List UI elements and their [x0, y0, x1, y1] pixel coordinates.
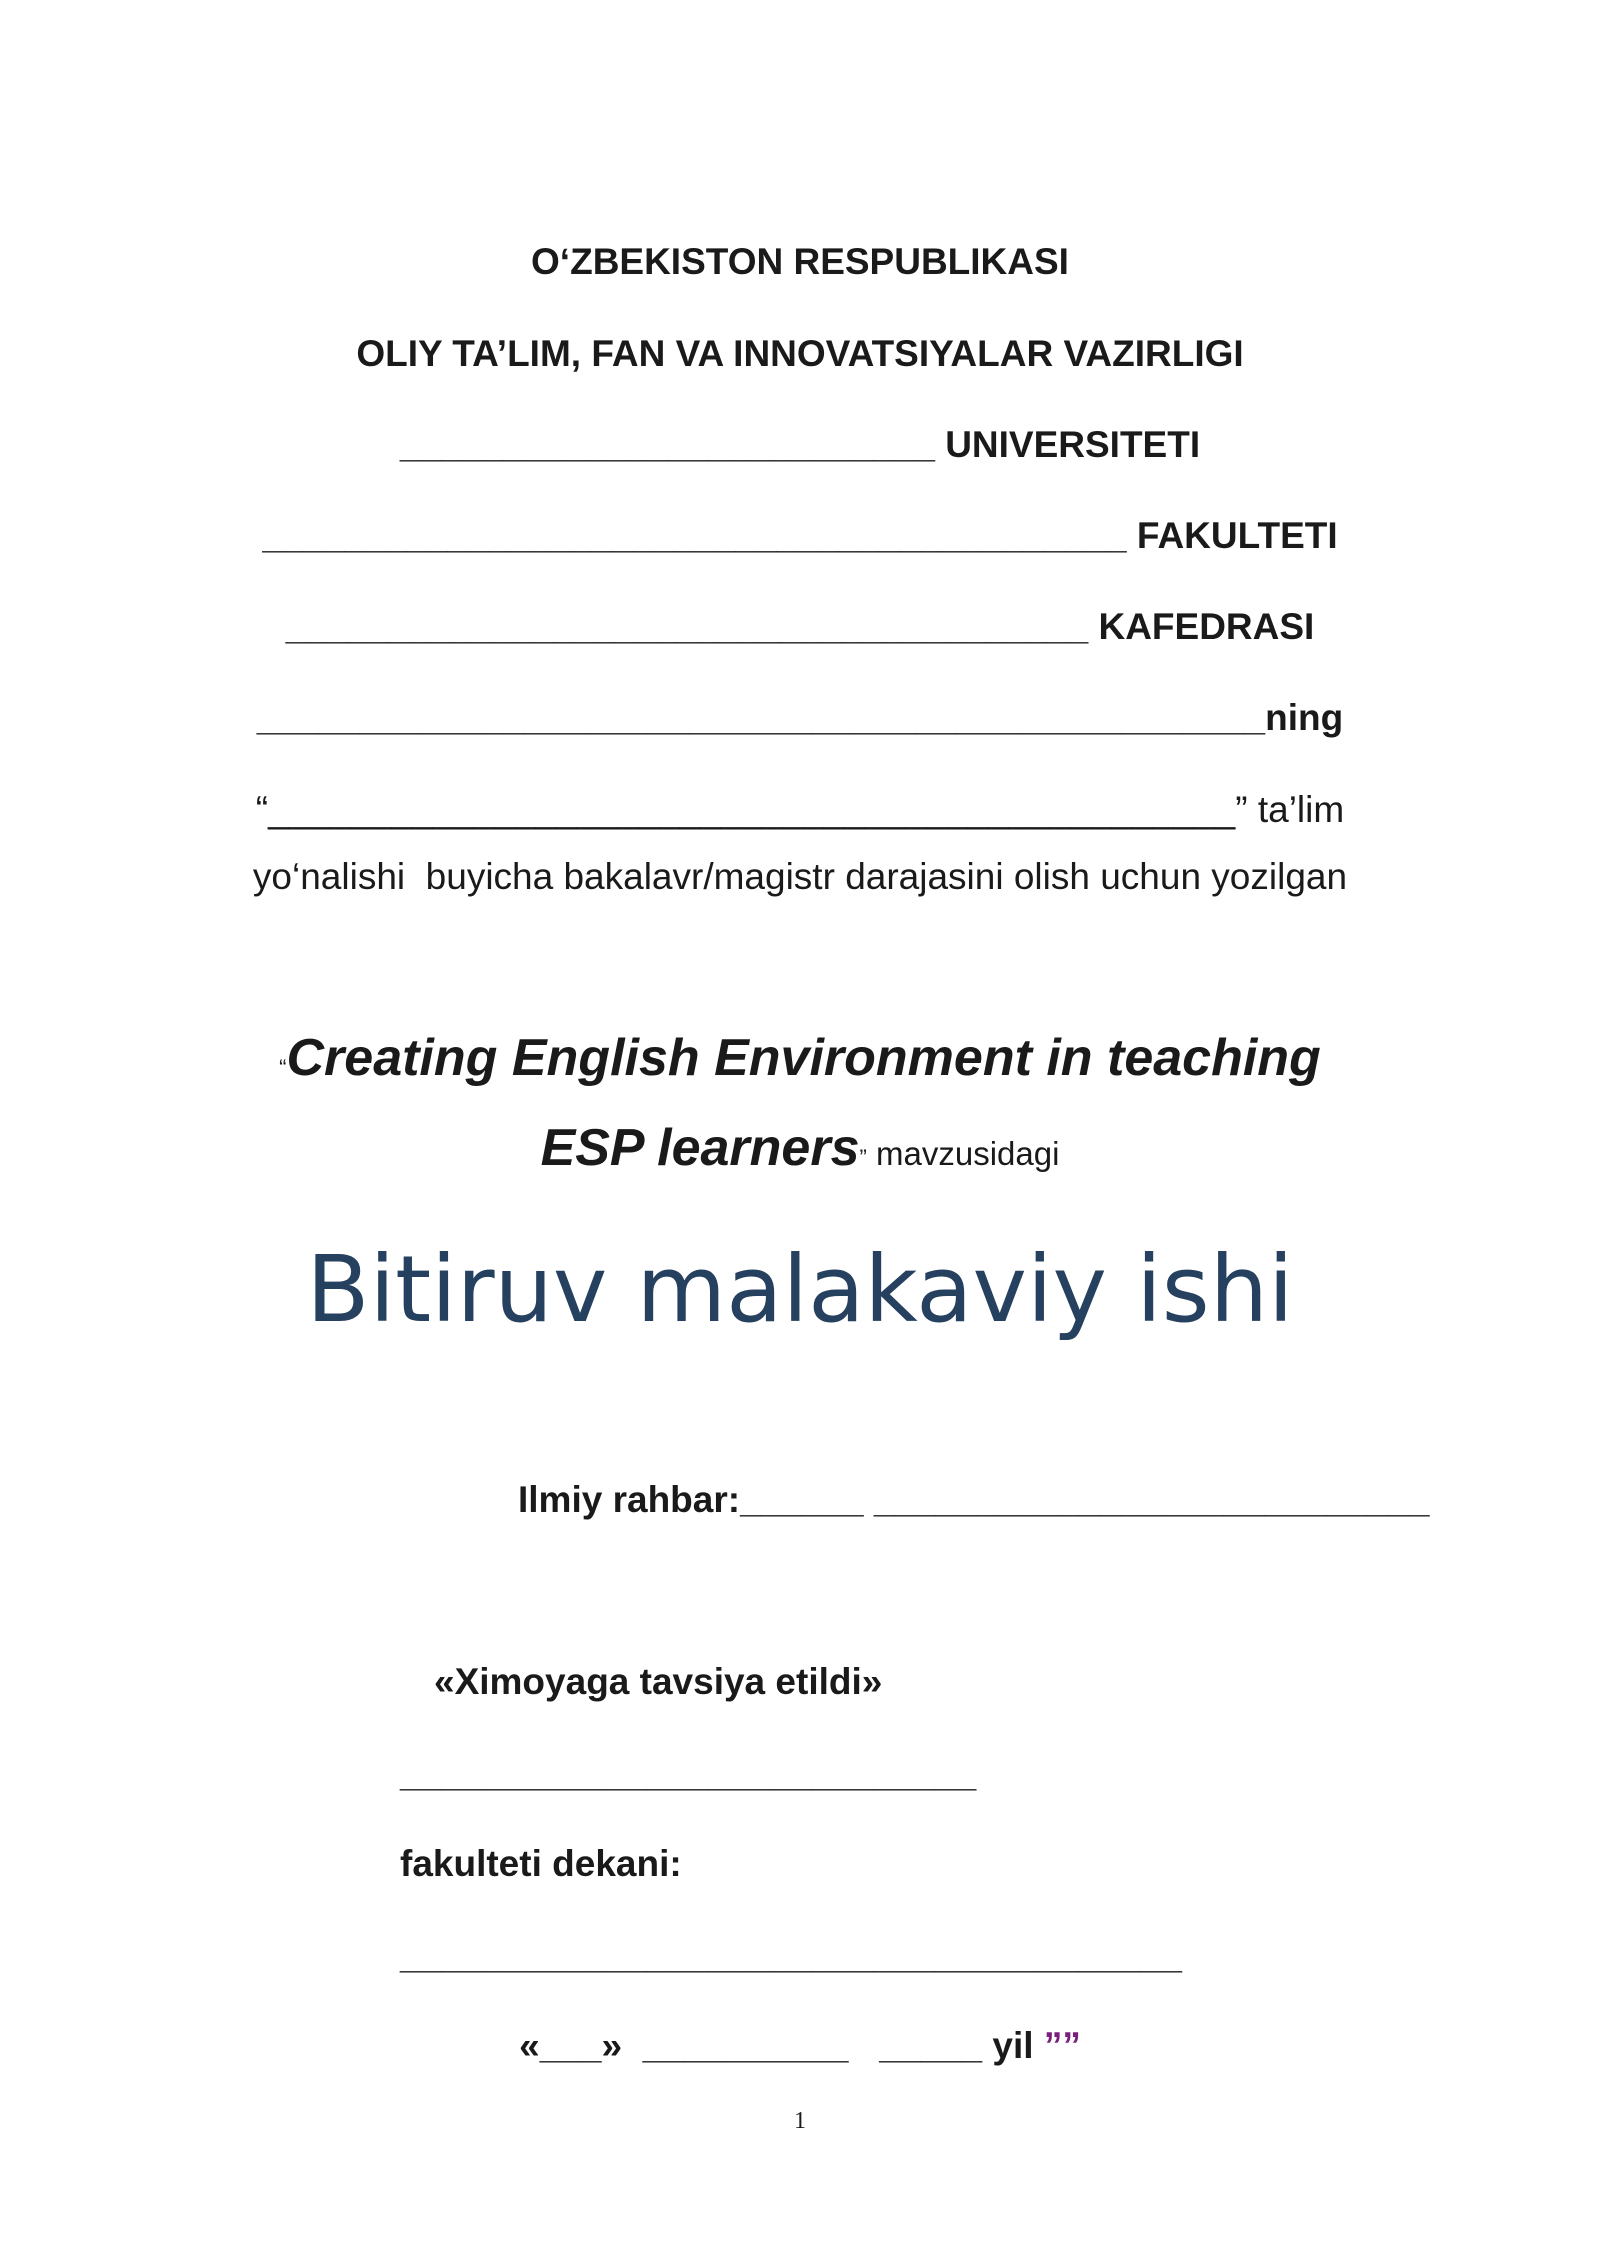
recommended-label: «Ximoyaga tavsiya etildi»: [434, 1661, 883, 1702]
supervisor-label: Ilmiy rahbar:______: [518, 1479, 864, 1520]
direction-line-2: yo‘nalishi buyicha bakalavr/magistr darajasini olish uchun yozilgan: [252, 856, 1348, 897]
recommended-blank: ____________________________: [400, 1753, 977, 1794]
topic-title: Creating English Environment in teaching ESP learners: [286, 1029, 1321, 1177]
dean-label: fakulteti dekani:: [400, 1843, 682, 1884]
topic-open-quote: “: [279, 1055, 287, 1080]
faculty-line: __________________________________________ FAKULTETI: [262, 515, 1338, 556]
work-title: Bitiruv malakaviy ishi: [306, 1236, 1294, 1343]
date-quotes: ””: [1043, 2025, 1081, 2066]
supervisor-line: [518, 1476, 1429, 1524]
direction-line-1: “_______________________________________________” ta’lim: [255, 789, 1345, 830]
ministry-heading: OLIY TA’LIM, FAN VA INNOVATSIYALAR VAZIRLIGI: [356, 333, 1244, 374]
thesis-topic: [250, 1018, 1350, 1198]
dean-blank: ______________________________________: [400, 1935, 1182, 1976]
date-text: «___» __________ _____ yil: [519, 2025, 1044, 2066]
country-heading: O‘ZBEKISTON RESPUBLIKASI: [531, 241, 1069, 282]
page-number: 1: [794, 2108, 806, 2134]
university-line: __________________________ UNIVERSITETI: [399, 424, 1201, 465]
topic-suffix: mavzusidagi: [866, 1135, 1060, 1172]
student-line: _________________________________________________ning: [256, 697, 1344, 738]
department-line: _______________________________________ KAFEDRASI: [285, 606, 1315, 647]
topic-close-quote: ”: [859, 1145, 867, 1170]
supervisor-blank: ___________________________: [863, 1479, 1430, 1520]
date-line: [0, 2022, 1600, 2070]
